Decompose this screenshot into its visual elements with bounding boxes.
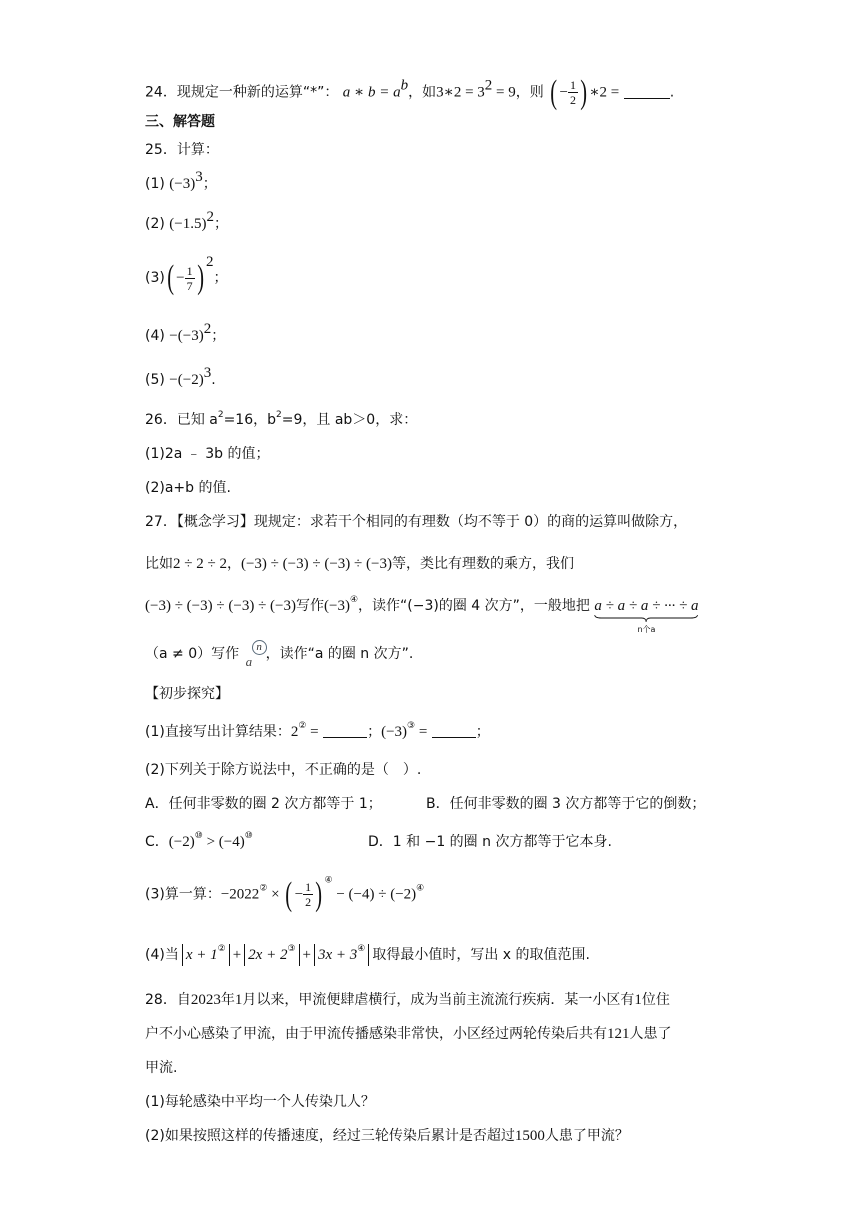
text: 月以来，甲流便肆虐横行，成为当前主流流行疾病．某一小区有 bbox=[242, 992, 635, 1008]
question-number: 24． bbox=[145, 84, 177, 101]
formula: a ∗ b = a bbox=[342, 84, 401, 101]
underbrace-expression bbox=[594, 596, 699, 634]
equals: = bbox=[415, 724, 428, 740]
q28-item-1: (1)每轮感染中平均一个人传染几人？ bbox=[145, 1094, 375, 1110]
text: (2)如果按照这样的传播速度，经过三轮传染后累计是否超过 bbox=[145, 1128, 515, 1144]
question-25-stem: 25．计算： bbox=[145, 142, 219, 158]
circle-exponent: ② bbox=[298, 721, 307, 731]
number: 121 bbox=[607, 1026, 630, 1042]
q25-item-2 bbox=[145, 209, 228, 234]
circle-exponent: ③ bbox=[407, 721, 416, 731]
circle-exponent: ⑩ bbox=[194, 831, 203, 841]
paren-right: ) bbox=[315, 875, 323, 913]
term: 3x + 3 bbox=[318, 947, 358, 963]
text: 户不小心感染了甲流，由于甲流传播感染非常快，小区经过两轮传染后共有 bbox=[145, 1026, 607, 1042]
question-text: 现规定一种新的运算“*”： bbox=[176, 84, 339, 101]
expression: (−3) ÷ (−3) ÷ (−3) ÷ (−3) bbox=[240, 556, 392, 572]
abs-bar bbox=[244, 944, 245, 966]
expression: − (−4) ÷ (−2) bbox=[332, 886, 417, 903]
text: ， bbox=[226, 556, 241, 572]
circle-exponent: ③ bbox=[287, 944, 296, 954]
q27-part-4 bbox=[145, 944, 590, 966]
option-a: A．任何非零数的圈 2 次方都等于 1； bbox=[145, 796, 382, 812]
minus-sign: − bbox=[176, 270, 185, 286]
q27-part-2: (2)下列关于除方说法中，不正确的是（ ）. bbox=[145, 762, 422, 778]
circle-exponent: ② bbox=[259, 883, 268, 894]
semicolon: ； bbox=[367, 724, 382, 740]
formula-sup: b bbox=[400, 77, 409, 94]
q27-explore-title: 【初步探究】 bbox=[145, 686, 229, 702]
q27-line-1: 27．【概念学习】现规定：求若干个相同的有理数（均不等于 0）的商的运算叫做除方， bbox=[145, 514, 688, 530]
item-label: (3) bbox=[145, 270, 165, 286]
circle-exponent: ② bbox=[217, 944, 226, 954]
abs-bar bbox=[314, 944, 315, 966]
icon-base: a bbox=[245, 654, 253, 669]
text: 28．自 bbox=[145, 992, 191, 1008]
circle-exponent: ⑩ bbox=[244, 831, 253, 841]
text: ，读作“(−3)的圈 4 次方”，一般地把 bbox=[358, 598, 590, 614]
option-b: B．任何非零数的圈 3 次方都等于它的倒数； bbox=[426, 796, 706, 812]
period: . bbox=[669, 84, 675, 101]
expression: −(−3) bbox=[169, 328, 204, 344]
q26-item-2: (2)a+b 的值. bbox=[145, 480, 231, 496]
answer-blank[interactable] bbox=[624, 84, 670, 99]
expression: (−1.5) bbox=[169, 216, 207, 232]
item-tail: ； bbox=[213, 270, 228, 286]
expression: a ÷ a ÷ a ÷ ··· ÷ a bbox=[594, 598, 699, 614]
question-text: ，如 bbox=[408, 84, 437, 101]
expression-tail: ∗2 = bbox=[589, 84, 620, 101]
number: 1 bbox=[634, 992, 642, 1008]
paren-left: ( bbox=[167, 259, 174, 296]
q27-part-1 bbox=[145, 722, 490, 742]
q28-line-3: 甲流. bbox=[145, 1060, 178, 1076]
minus-sign: − bbox=[559, 84, 568, 101]
semicolon: ； bbox=[475, 724, 490, 740]
item-label: (4) bbox=[145, 328, 165, 344]
text: (1)直接写出计算结果： bbox=[145, 724, 291, 740]
text: 比如 bbox=[145, 556, 173, 572]
section-title: 三、解答题 bbox=[145, 114, 215, 130]
equals: = bbox=[306, 724, 319, 740]
circle-exponent: ④ bbox=[416, 883, 425, 894]
exponent: 2 bbox=[217, 410, 224, 420]
example-tail: = 9 bbox=[492, 84, 516, 101]
expression: 2 ÷ 2 ÷ 2 bbox=[173, 556, 227, 572]
abs-bar bbox=[299, 944, 300, 966]
answer-blank-2[interactable] bbox=[432, 723, 476, 738]
underbrace-label: n个a bbox=[637, 625, 656, 634]
expression: −(−2) bbox=[169, 372, 204, 388]
text: (3)算一算： bbox=[145, 886, 221, 903]
exponent: 2 bbox=[206, 209, 214, 225]
number: 1500 bbox=[514, 1128, 545, 1144]
item-tail: ； bbox=[214, 216, 228, 232]
icon-circle: n bbox=[252, 640, 267, 655]
item-tail: ； bbox=[202, 176, 217, 192]
q28-line-2 bbox=[145, 1024, 672, 1044]
q27-line-2 bbox=[145, 554, 574, 574]
stem-text: 26．已知 a bbox=[145, 412, 218, 428]
paren-right: ) bbox=[196, 259, 204, 296]
fraction: $\frac{1}{7}$ bbox=[186, 263, 193, 293]
minus-sign: − bbox=[294, 886, 304, 903]
fraction: $\frac{1}{2}$ bbox=[305, 880, 312, 909]
abs-bar bbox=[368, 944, 369, 966]
expression: −2022 bbox=[220, 886, 260, 903]
q26-item-1: (1)2a ﹣ 3b 的值； bbox=[145, 446, 270, 462]
expression: 2 bbox=[290, 724, 299, 740]
question-text: ，则 bbox=[515, 84, 544, 101]
exponent: 3 bbox=[195, 169, 203, 185]
q25-item-4 bbox=[145, 321, 226, 346]
expression: (−2) bbox=[168, 834, 195, 850]
item-label: (1) bbox=[145, 176, 165, 192]
text: 人患了 bbox=[629, 1026, 672, 1042]
exponent: 3 bbox=[203, 365, 212, 381]
plus: + bbox=[232, 947, 242, 963]
abs-bar bbox=[182, 944, 183, 966]
option-label: C． bbox=[145, 834, 169, 850]
text: 等，类比有理数的乘方，我们 bbox=[391, 556, 574, 572]
q27-part-3 bbox=[145, 875, 425, 913]
option-c bbox=[145, 832, 253, 852]
exponent: 2 bbox=[205, 254, 214, 270]
circle-power-icon bbox=[244, 640, 266, 669]
item-tail: . bbox=[211, 372, 216, 388]
text: 写作 bbox=[296, 598, 324, 614]
abs-bar bbox=[229, 944, 230, 966]
term: 2x + 2 bbox=[248, 947, 288, 963]
q25-item-5 bbox=[145, 365, 216, 390]
expression: (−3) bbox=[169, 176, 196, 192]
plus: + bbox=[302, 947, 311, 963]
question-26-stem bbox=[145, 410, 417, 430]
answer-blank-1[interactable] bbox=[323, 723, 367, 738]
paren-right: ) bbox=[580, 73, 588, 111]
times: × bbox=[267, 886, 284, 903]
stem-text: =9，且 ab＞0，求： bbox=[281, 412, 418, 428]
q27-line-4 bbox=[145, 640, 414, 669]
text: 年 bbox=[220, 992, 235, 1008]
number: 1 bbox=[234, 992, 243, 1008]
exponent: 2 bbox=[276, 410, 282, 420]
exponent: 2 bbox=[203, 321, 212, 337]
q25-item-3 bbox=[145, 254, 228, 296]
expression: (−3) ÷ (−3) ÷ (−3) ÷ (−3) bbox=[145, 598, 296, 614]
text: 人患了甲流？ bbox=[544, 1128, 629, 1144]
number: 2023 bbox=[190, 992, 221, 1008]
greater-than: > bbox=[202, 834, 219, 850]
text: 位住 bbox=[641, 992, 670, 1008]
q28-item-2 bbox=[145, 1126, 629, 1146]
q28-line-1 bbox=[145, 990, 670, 1010]
item-label: (5) bbox=[145, 372, 165, 388]
q27-line-3 bbox=[145, 595, 699, 634]
fraction: $\frac{1}{2}$ bbox=[570, 78, 576, 107]
item-tail: ； bbox=[211, 328, 226, 344]
paren-left: ( bbox=[550, 73, 558, 111]
term: x + 1 bbox=[185, 947, 218, 963]
expression: (−3) bbox=[324, 598, 350, 614]
item-label: (2) bbox=[145, 216, 165, 232]
example-sup: 2 bbox=[484, 77, 493, 94]
stem-text: =16，b bbox=[223, 412, 277, 428]
text: 取得最小值时，写出 x 的取值范围. bbox=[372, 947, 590, 963]
expression: (−3) bbox=[381, 724, 408, 740]
circle-exponent: ④ bbox=[357, 944, 366, 954]
expression: (−4) bbox=[218, 834, 245, 850]
example: 3∗2 = 3 bbox=[436, 84, 485, 101]
text: (4)当 bbox=[145, 947, 179, 963]
option-d: D．1 和 −1 的圈 n 次方都等于它本身. bbox=[368, 834, 612, 850]
circle-exponent: ④ bbox=[324, 875, 333, 886]
circle-exponent: ④ bbox=[349, 595, 359, 605]
q25-item-1 bbox=[145, 169, 217, 194]
text: ，读作“a 的圈 n 次方”. bbox=[265, 646, 414, 662]
text: （a ≠ 0）写作 bbox=[145, 646, 240, 662]
question-24 bbox=[145, 73, 675, 111]
paren-left: ( bbox=[285, 875, 293, 913]
